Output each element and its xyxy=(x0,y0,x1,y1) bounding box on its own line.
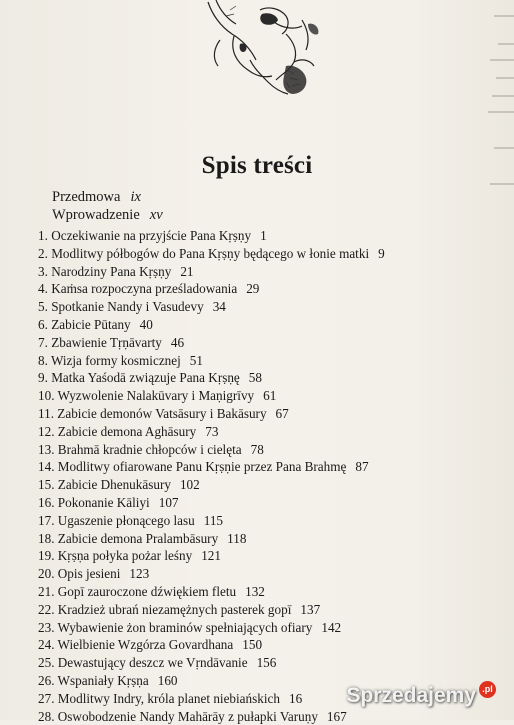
toc-entry-page: 102 xyxy=(179,477,200,493)
toc-entry xyxy=(38,690,385,708)
toc-entry-title: 18. Zabicie demona Pralambāsury xyxy=(38,530,219,546)
toc-entry-page: 121 xyxy=(201,548,221,564)
toc-entry-page: 123 xyxy=(129,566,150,582)
toc-entry-title: 11. Zabicie demonów Vatsāsury i Bakāsury xyxy=(38,405,267,421)
toc-entry xyxy=(38,280,385,298)
toc-entry-title: 1. Oczekiwanie na przyjście Pana Kṛṣṇy xyxy=(38,228,252,243)
toc-entry-page: 156 xyxy=(256,655,277,671)
toc-entry xyxy=(38,476,385,494)
toc-entry-title: 13. Brahmā kradnie chłopców i cielęta xyxy=(38,441,242,457)
toc-entry-page: 73 xyxy=(205,423,219,439)
toc-entry-page: 21 xyxy=(180,263,194,279)
toc-entry-title: 3. Narodziny Pana Kṛṣṇy xyxy=(38,263,172,279)
front-matter-item xyxy=(52,188,163,206)
watermark-text: Sprzedajemy xyxy=(346,684,476,707)
toc-entry-title: 28. Oswobodzenie Nandy Mahārāy z pułapki Varuṇy xyxy=(38,708,318,724)
toc-entry-page: 58 xyxy=(248,370,262,386)
toc-entry-page: 142 xyxy=(321,619,342,635)
toc-entry-title: 19. Kṛṣṇa połyka pożar leśny xyxy=(38,548,193,564)
toc-entry-title: 14. Modlitwy ofiarowane Panu Kṛṣṇie przez Pana Brahmę xyxy=(38,459,347,475)
toc-entry xyxy=(38,601,385,619)
front-matter-page: xv xyxy=(149,207,163,223)
toc-entry xyxy=(38,708,385,725)
toc-entry xyxy=(38,298,385,316)
toc-entry xyxy=(38,458,385,476)
toc-entry-title: 23. Wybawienie żon braminów spełniających ofiary xyxy=(38,619,313,635)
toc-entry-title: 27. Modlitwy Indry, króla planet niebiańskich xyxy=(38,690,280,706)
toc-entry xyxy=(38,369,385,387)
toc-entry-page: 160 xyxy=(157,672,178,688)
toc-entry xyxy=(38,405,385,423)
toc-entry xyxy=(38,583,385,601)
toc-entry-title: 22. Kradzież ubrań niezamężnych pasterek gopī xyxy=(38,601,292,617)
toc-entry xyxy=(38,352,385,370)
toc-entry-page: 137 xyxy=(300,601,321,617)
toc-entry-page: 107 xyxy=(158,494,179,510)
toc-entry-page: 78 xyxy=(250,441,264,457)
front-matter-page: ix xyxy=(130,189,141,205)
toc-entry-title: 12. Zabicie demona Aghāsury xyxy=(38,423,197,439)
toc-entry xyxy=(38,530,385,548)
toc-entry-page: 118 xyxy=(227,530,247,546)
toc-entry-title: 10. Wyzwolenie Nalakūvary i Maṇigrīvy xyxy=(38,388,255,404)
toc-entry-title: 5. Spotkanie Nandy i Vasudevy xyxy=(38,299,204,315)
toc-entry-title: 21. Gopī zauroczone dźwiękiem fletu xyxy=(38,583,237,599)
toc-entry xyxy=(38,672,385,690)
page-title: Spis treści xyxy=(201,152,313,179)
toc-entry-page: 40 xyxy=(139,316,153,332)
toc-entry xyxy=(38,441,385,459)
toc-entry xyxy=(38,565,385,583)
toc-entry xyxy=(38,512,385,530)
toc-entry-title: 24. Wielbienie Wzgórza Govardhana xyxy=(38,637,234,653)
toc-entry-page: 29 xyxy=(246,281,260,297)
front-matter-title: Wprowadzenie xyxy=(52,207,140,223)
toc-entry xyxy=(38,263,385,281)
toc-entry-page: 9 xyxy=(378,245,385,261)
toc-entry xyxy=(38,494,385,512)
toc-entry xyxy=(38,619,385,637)
table-of-contents xyxy=(38,227,385,725)
toc-entry-page: 67 xyxy=(275,405,289,421)
front-matter-item xyxy=(52,206,163,224)
toc-entry-page: 132 xyxy=(245,583,265,599)
toc-entry-title: 6. Zabicie Pūtany xyxy=(38,316,131,332)
toc-entry-page: 16 xyxy=(288,690,303,706)
toc-entry-title: 26. Wspaniały Kṛṣṇa xyxy=(38,672,149,688)
toc-entry xyxy=(38,227,385,245)
toc-entry-title: 9. Matka Yaśodā związuje Pana Kṛṣṇę xyxy=(38,370,240,386)
toc-entry xyxy=(38,654,385,672)
front-matter-list xyxy=(52,188,163,224)
toc-entry-title: 4. Kaṁsa rozpoczyna prześladowania xyxy=(38,281,238,297)
toc-entry xyxy=(38,334,385,352)
toc-entry-page: 61 xyxy=(263,388,277,404)
toc-entry-page: 87 xyxy=(355,459,369,475)
toc-entry-page: 34 xyxy=(212,299,226,315)
toc-entry-page: 150 xyxy=(242,637,263,653)
watermark-badge: .pl xyxy=(479,681,496,698)
toc-entry-page: 46 xyxy=(170,334,185,350)
toc-entry xyxy=(38,636,385,654)
toc-entry-title: 7. Zbawienie Tṛṇāvarty xyxy=(38,334,162,350)
toc-entry xyxy=(38,423,385,441)
toc-entry-title: 16. Pokonanie Kāliyi xyxy=(38,494,150,510)
toc-entry-title: 17. Ugaszenie płonącego lasu xyxy=(38,512,195,528)
toc-entry-page: 167 xyxy=(326,708,347,724)
watermark xyxy=(346,684,496,708)
toc-entry-page: 51 xyxy=(189,352,203,368)
toc-entry xyxy=(38,316,385,334)
toc-entry xyxy=(38,245,385,263)
toc-entry-title: 2. Modlitwy półbogów do Pana Kṛṣṇy będącego w łonie matki xyxy=(38,245,370,261)
decorative-illustration xyxy=(190,0,330,98)
toc-entry-page: 1 xyxy=(260,228,267,243)
toc-entry-page: 115 xyxy=(203,512,224,528)
toc-entry-title: 15. Zabicie Dhenukāsury xyxy=(38,477,171,493)
toc-entry xyxy=(38,387,385,405)
toc-entry xyxy=(38,547,385,565)
toc-entry-title: 20. Opis jesieni xyxy=(38,566,121,582)
toc-entry-title: 8. Wizja formy kosmicznej xyxy=(38,352,181,368)
toc-entry-title: 25. Dewastujący deszcz we Vṛndāvanie xyxy=(38,655,248,671)
front-matter-title: Przedmowa xyxy=(52,189,121,205)
